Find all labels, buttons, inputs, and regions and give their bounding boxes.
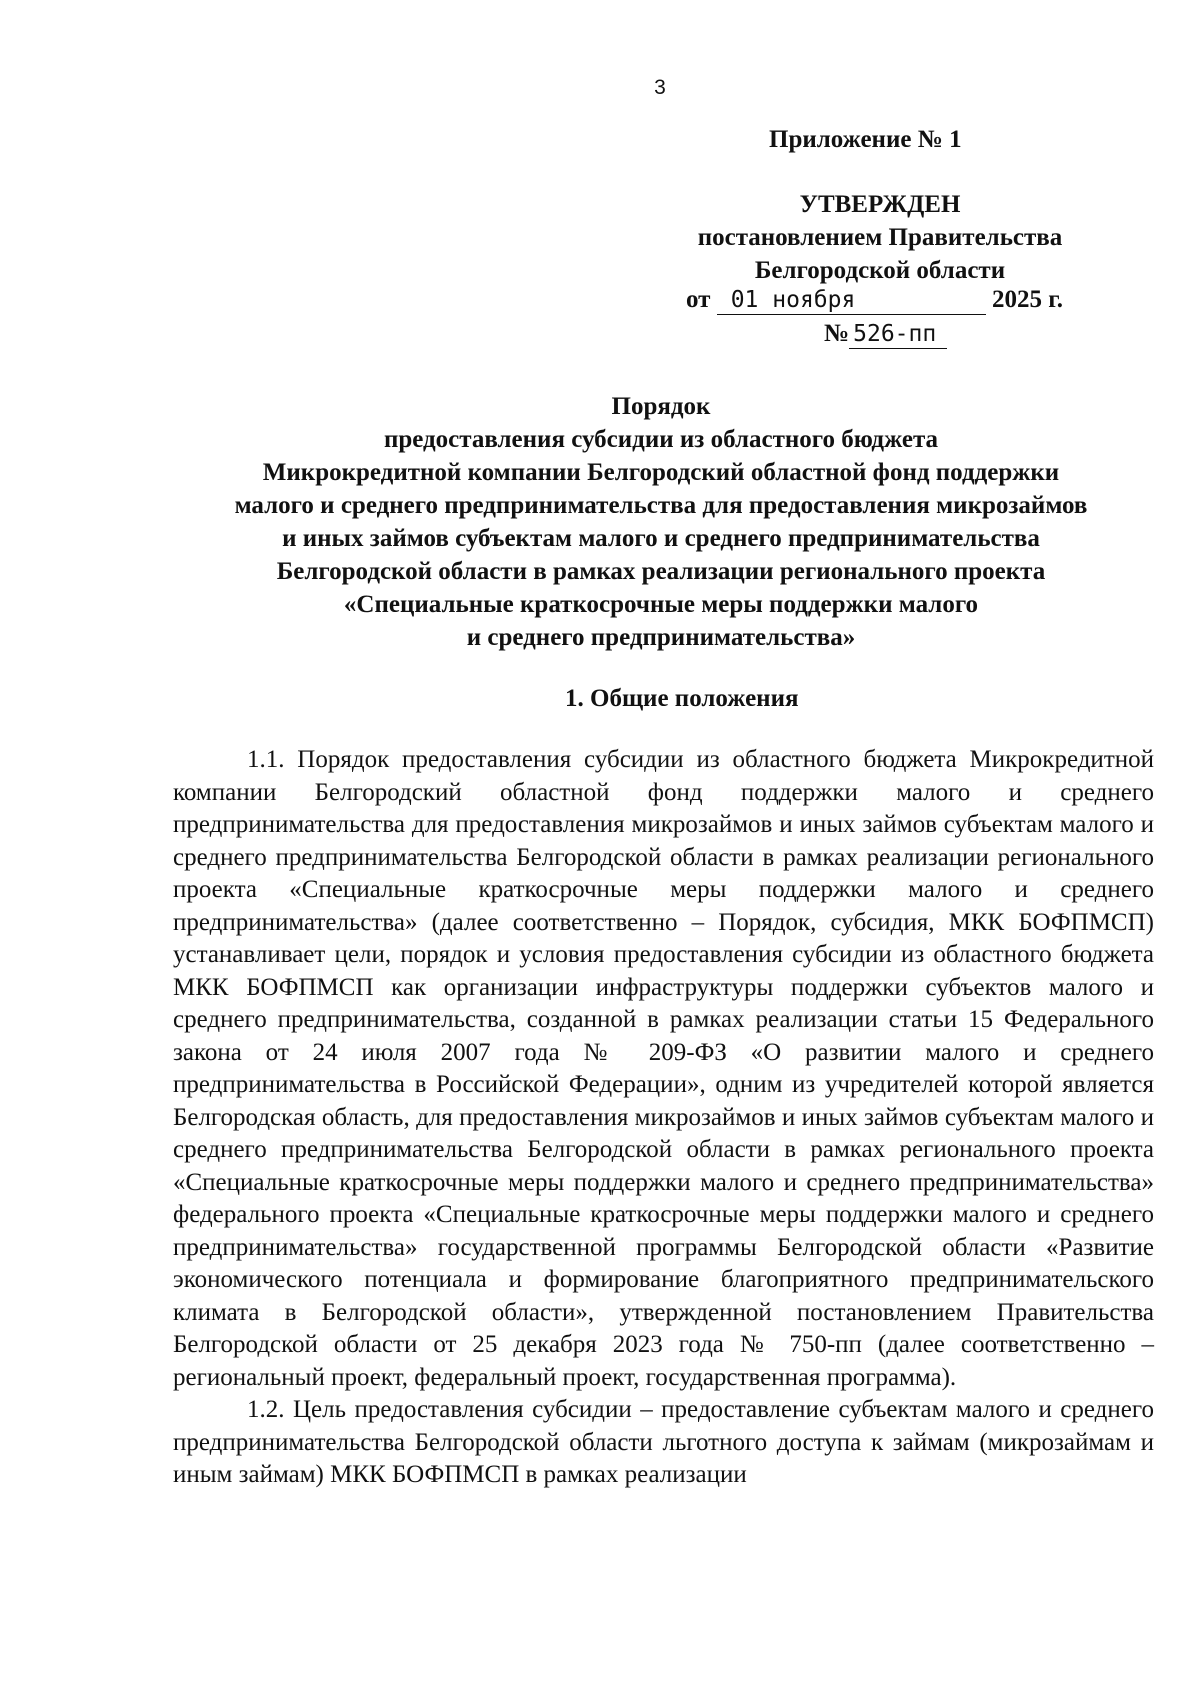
title-line: малого и среднего предпринимательства для предоставления микрозаймов: [234, 492, 1088, 519]
approval-block: [660, 188, 1100, 287]
title-line: Белгородской области в рамках реализации регионального проекта: [276, 558, 1046, 585]
date-field: 01 ноября: [717, 287, 986, 315]
section-heading: 1. Общие положения: [565, 685, 799, 712]
title-line: «Специальные краткосрочные меры поддержки малого: [343, 591, 979, 618]
appendix-heading: Приложение № 1: [769, 126, 962, 153]
document-title: [150, 390, 1172, 654]
number-prefix: №: [824, 320, 850, 347]
paragraph-1-2: 1.2. Цель предоставления субсидии – предоставление субъектам малого и среднего предпринимательства Белгородской области льготного доступа к займам (микрозаймам и иным займам) МКК БОФПМСП в рамках реализации: [173, 1396, 1154, 1488]
approval-line-2: Белгородской области: [754, 257, 1006, 284]
approval-number-line: [824, 320, 947, 349]
approval-year: 2025 г.: [991, 286, 1063, 313]
title-line: Микрокредитной компании Белгородский областной фонд поддержки: [262, 459, 1060, 486]
date-prefix: от: [686, 286, 711, 313]
title-line: предоставления субсидии из областного бюджета: [383, 426, 939, 453]
number-field: 526-пп: [849, 321, 947, 349]
paragraph-1-1: 1.1. Порядок предоставления субсидии из областного бюджета Микрокредитной компании Белгородский областной фонд поддержки малого и среднего предпринимательства для предоставления микрозаймов и иных займов субъектам малого и среднего предпринимательства Белгородской области в рамках реализации регионального проекта «Специальные краткосрочные меры поддержки малого и среднего предпринимательства» (далее соответственно – Порядок, субсидия, МКК БОФПМСП) устанавливает цели, порядок и условия предоставления субсидии из областного бюджета МКК БОФПМСП как организации инфраструктуры поддержки субъектов малого и среднего предпринимательства, созданной в рамках реализации статьи 15 Федерального закона от 24 июля 2007 года № 209-ФЗ «О развитии малого и среднего предпринимательства в Российской Федерации», одним из учредителей которой является Белгородская область, для предоставления микрозаймов и иных займов субъектам малого и среднего предпринимательства Белгородской области в рамках регионального проекта «Специальные краткосрочные меры поддержки малого и среднего предпринимательства» федерального проекта «Специальные краткосрочные меры поддержки малого и среднего предпринимательства» государственной программы Белгородской области «Развитие экономического потенциала и формирование благоприятного предпринимательского климата в Белгородской области», утвержденной постановлением Правительства Белгородской области от 25 декабря 2023 года № 750-пп (далее соответственно – региональный проект, федеральный проект, государственная программа).: [173, 746, 1154, 1391]
body-text: [173, 744, 1154, 1492]
approval-status: УТВЕРЖДЕН: [799, 191, 961, 218]
title-line: и среднего предпринимательства»: [466, 624, 856, 651]
title-line: и иных займов субъектам малого и среднего предпринимательства: [282, 525, 1040, 552]
page-number: 3: [654, 76, 666, 99]
approval-line-1: постановлением Правительства: [697, 224, 1063, 251]
approval-date-line: [686, 286, 1063, 315]
title-line: Порядок: [611, 393, 711, 420]
